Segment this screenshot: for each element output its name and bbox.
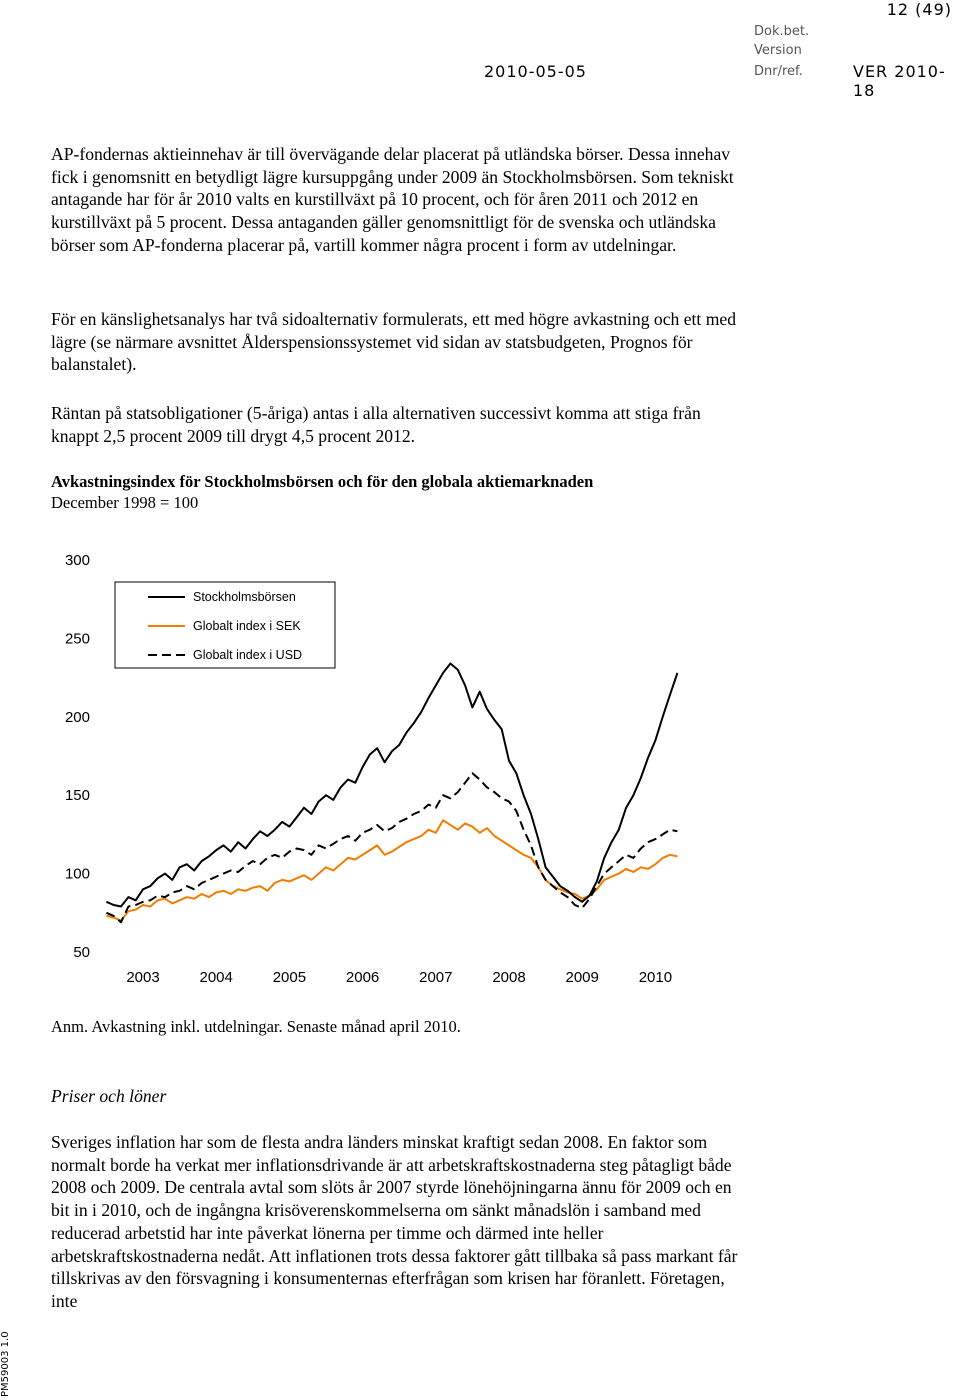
x-tick-label: 2008: [492, 969, 526, 986]
paragraph-sensitivity: För en känslighetsanalys har två sidoalternativ formulerats, ett med högre avkastning och ett med lägre (se närmare avsnittet Ålderspensionssystemet vid sidan av statsbudgeten, Prognos för balanstalet).: [51, 309, 736, 375]
x-tick-label: 2009: [565, 969, 599, 986]
chart-note: Anm. Avkastning inkl. utdelningar. Senaste månad april 2010.: [51, 1017, 461, 1036]
version-value: VER 2010-18: [853, 62, 946, 100]
chart-legend: [115, 582, 335, 668]
dnr-label: Dnr/ref.: [754, 64, 803, 79]
series-lines: [106, 664, 677, 923]
x-tick-label: 2005: [272, 969, 307, 986]
series-line-2: [106, 773, 677, 922]
chart-heading: Avkastningsindex för Stockholmsbörsen och för den globala aktiemarknaden: [51, 472, 594, 491]
legend-label: Globalt index i SEK: [193, 619, 301, 633]
legend-label: Globalt index i USD: [193, 648, 303, 662]
x-tick-label: 2006: [345, 969, 380, 986]
chart-subheading: December 1998 = 100: [51, 493, 199, 512]
legend-label: Stockholmsbörsen: [193, 590, 296, 604]
y-tick-label: 200: [64, 708, 90, 726]
side-code: PM59003 1.0: [0, 1331, 11, 1397]
section-heading: Priser och löner: [51, 1086, 167, 1106]
y-tick-label: 50: [73, 944, 90, 961]
x-axis-ticks: [126, 969, 672, 986]
paragraph-prices-wages: Sveriges inflation har som de flesta andra länders minskat kraftigt sedan 2008. En faktor som normalt borde ha verkat mer inflationsdrivande är att arbetskraftskostnaderna steg påtagligt både 2008 och 2009. De centrala avtal som slöts år 2007 styrde lönehöjningarna ännu för 2009 och en bit in i 2010, och de ingångna krisöverenskommelserna om sänkt månadslön i samband med reducerad arbetstid har inte påverkat lönerna per timme och därmed inte heller arbetskraftskostnaderna nedåt. Att inflationen trots dessa faktorer gått tillbaka så pass markant får tillskrivas av den försvagning i konsumenternas efterfrågan som krisen har föranlett. Företagen, inte: [51, 1132, 738, 1311]
x-tick-label: 2004: [199, 969, 233, 986]
paragraph-ap-fonder: AP-fondernas aktieinnehav är till övervägande delar placerat på utländska börser. Dessa innehav fick i genomsnitt en betydligt lägre kursuppgång under 2009 än Stockholmsbörsen. Som tekniskt antagande har för år 2010 valts en kurstillväxt på 10 procent, och för åren 2011 och 2012 en kurstillväxt på 5 procent. Dessa antaganden gäller genomsnittligt för de svenska och utländska börser som AP-fonderna placerar på, vartill kommer några procent i form av utdelningar.: [51, 144, 734, 255]
y-axis-ticks: [65, 552, 90, 961]
series-line-1: [106, 820, 677, 920]
x-tick-label: 2010: [638, 969, 673, 986]
version-label: Version: [754, 43, 802, 58]
y-tick-label: 150: [64, 787, 90, 805]
x-tick-label: 2003: [126, 969, 160, 986]
paragraph-interest-rate: Räntan på statsobligationer (5-åriga) antas i alla alternativen successivt komma att stiga från knappt 2,5 procent 2009 till drygt 4,5 procent 2012.: [51, 403, 701, 446]
y-tick-label: 300: [64, 552, 90, 569]
return-index-chart: [50, 540, 690, 1000]
y-tick-label: 100: [64, 865, 90, 883]
series-line-0: [106, 664, 677, 907]
y-tick-label: 250: [64, 630, 90, 648]
page-number: 12 (49): [886, 0, 952, 19]
x-tick-label: 2007: [419, 969, 453, 986]
document-date: 2010-05-05: [484, 62, 587, 81]
doc-label: Dok.bet.: [754, 24, 810, 39]
